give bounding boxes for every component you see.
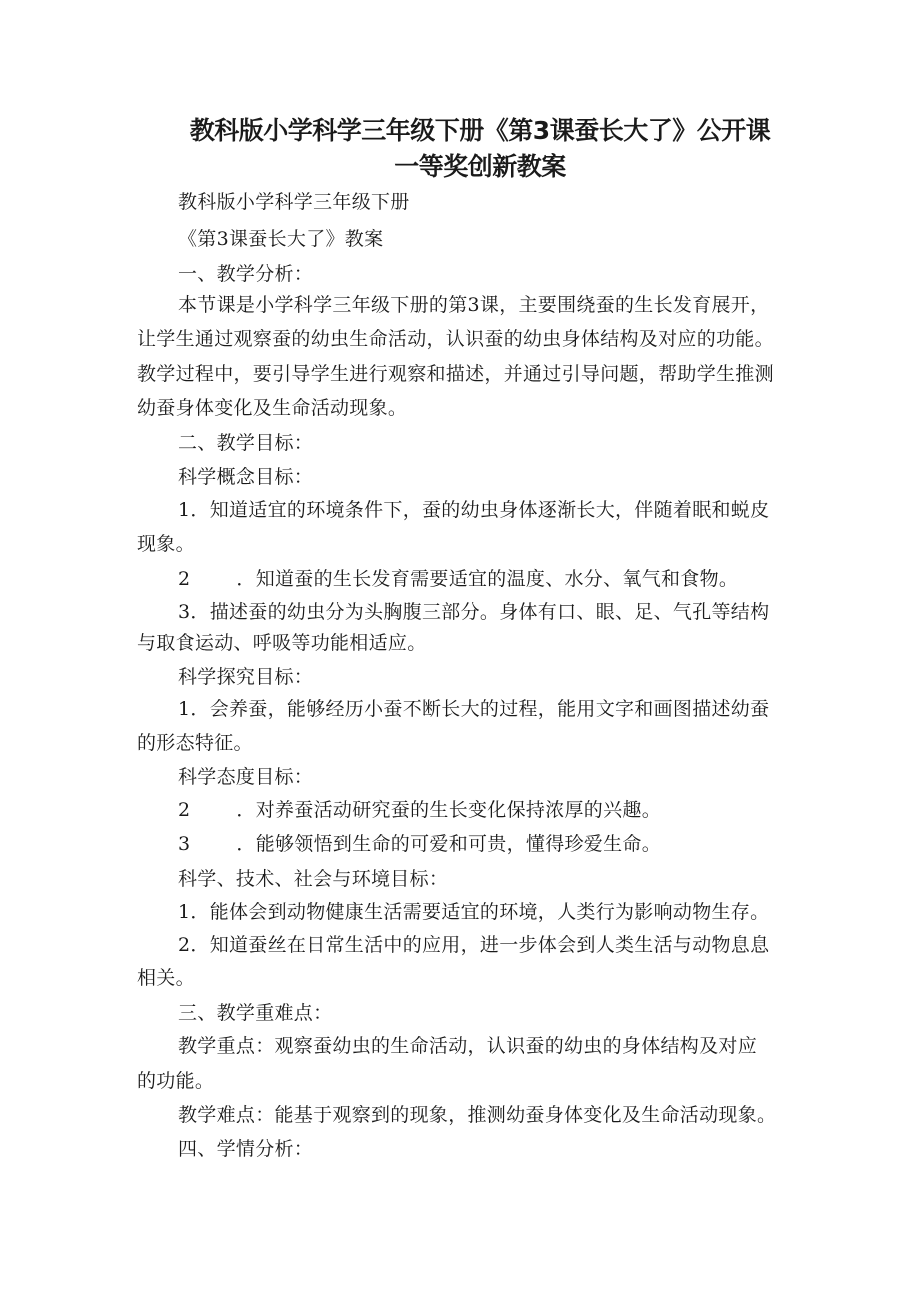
list-item: 1．知道适宜的环境条件下，蚕的幼虫身体逐渐长大，伴随着眠和蜕皮 — [178, 499, 770, 521]
list-text: ．能够领悟到生命的可爱和可贵，懂得珍爱生命。 — [236, 833, 661, 855]
subheading-stse: 科学、技术、社会与环境目标： — [178, 868, 449, 890]
list-item — [178, 829, 661, 859]
list-text: ．对养蚕活动研究蚕的生长变化保持浓厚的兴趣。 — [236, 799, 661, 821]
list-item: 3．描述蚕的幼虫分为头胸腹三部分。身体有口、眼、足、气孔等结构 — [178, 601, 770, 623]
paragraph-line: 教学难点：能基于观察到的现象，推测幼蚕身体变化及生命活动现象。 — [178, 1104, 777, 1126]
list-item: 2．知道蚕丝在日常生活中的应用，进一步体会到人类生活与动物息息 — [178, 934, 770, 956]
list-item-continuation: 现象。 — [137, 533, 195, 555]
subheading-attitude: 科学态度目标： — [178, 766, 314, 788]
list-item: 1．会养蚕，能够经历小蚕不断长大的过程，能用文字和画图描述幼蚕 — [178, 698, 770, 720]
list-number: 2 — [178, 568, 191, 590]
subheading-inquiry: 科学探究目标： — [178, 666, 314, 688]
section-heading-objectives: 二、教学目标： — [178, 432, 314, 454]
section-heading-key-points: 三、教学重难点： — [178, 1002, 333, 1024]
section-heading-student-analysis: 四、学情分析： — [178, 1138, 314, 1160]
paragraph-line: 幼蚕身体变化及生命活动现象。 — [137, 397, 408, 419]
list-item — [178, 795, 661, 825]
list-item — [178, 564, 738, 594]
list-item-continuation: 与取食运动、呼吸等功能相适应。 — [137, 632, 427, 654]
list-item-continuation: 相关。 — [137, 967, 195, 989]
section-heading-analysis: 一、教学分析： — [178, 263, 314, 285]
header-line-1: 教科版小学科学三年级下册 — [178, 191, 410, 213]
list-text: ．知道蚕的生长发育需要适宜的温度、水分、氧气和食物。 — [236, 568, 739, 590]
paragraph-line: 让学生通过观察蚕的幼虫生命活动，认识蚕的幼虫身体结构及对应的功能。 — [137, 328, 774, 350]
list-number: 3 — [178, 833, 191, 855]
paragraph-line: 教学重点：观察蚕幼虫的生命活动，认识蚕的幼虫的身体结构及对应 — [178, 1035, 758, 1057]
list-item: 1．能体会到动物健康生活需要适宜的环境，人类行为影响动物生存。 — [178, 901, 770, 923]
list-item-continuation: 的形态特征。 — [137, 732, 253, 754]
paragraph-line: 本节课是小学科学三年级下册的第3课，主要围绕蚕的生长发育展开， — [178, 294, 770, 316]
header-line-2: 《第3课蚕长大了》教案 — [178, 228, 384, 250]
subheading-concept: 科学概念目标： — [178, 466, 314, 488]
document-title-line-1: 教科版小学科学三年级下册《第3课蚕长大了》公开课 — [189, 116, 771, 145]
list-number: 2 — [178, 799, 191, 821]
paragraph-line: 教学过程中，要引导学生进行观察和描述，并通过引导问题，帮助学生推测 — [137, 363, 774, 385]
paragraph-line: 的功能。 — [137, 1070, 215, 1092]
document-title-line-2: 一等奖创新教案 — [394, 152, 566, 181]
